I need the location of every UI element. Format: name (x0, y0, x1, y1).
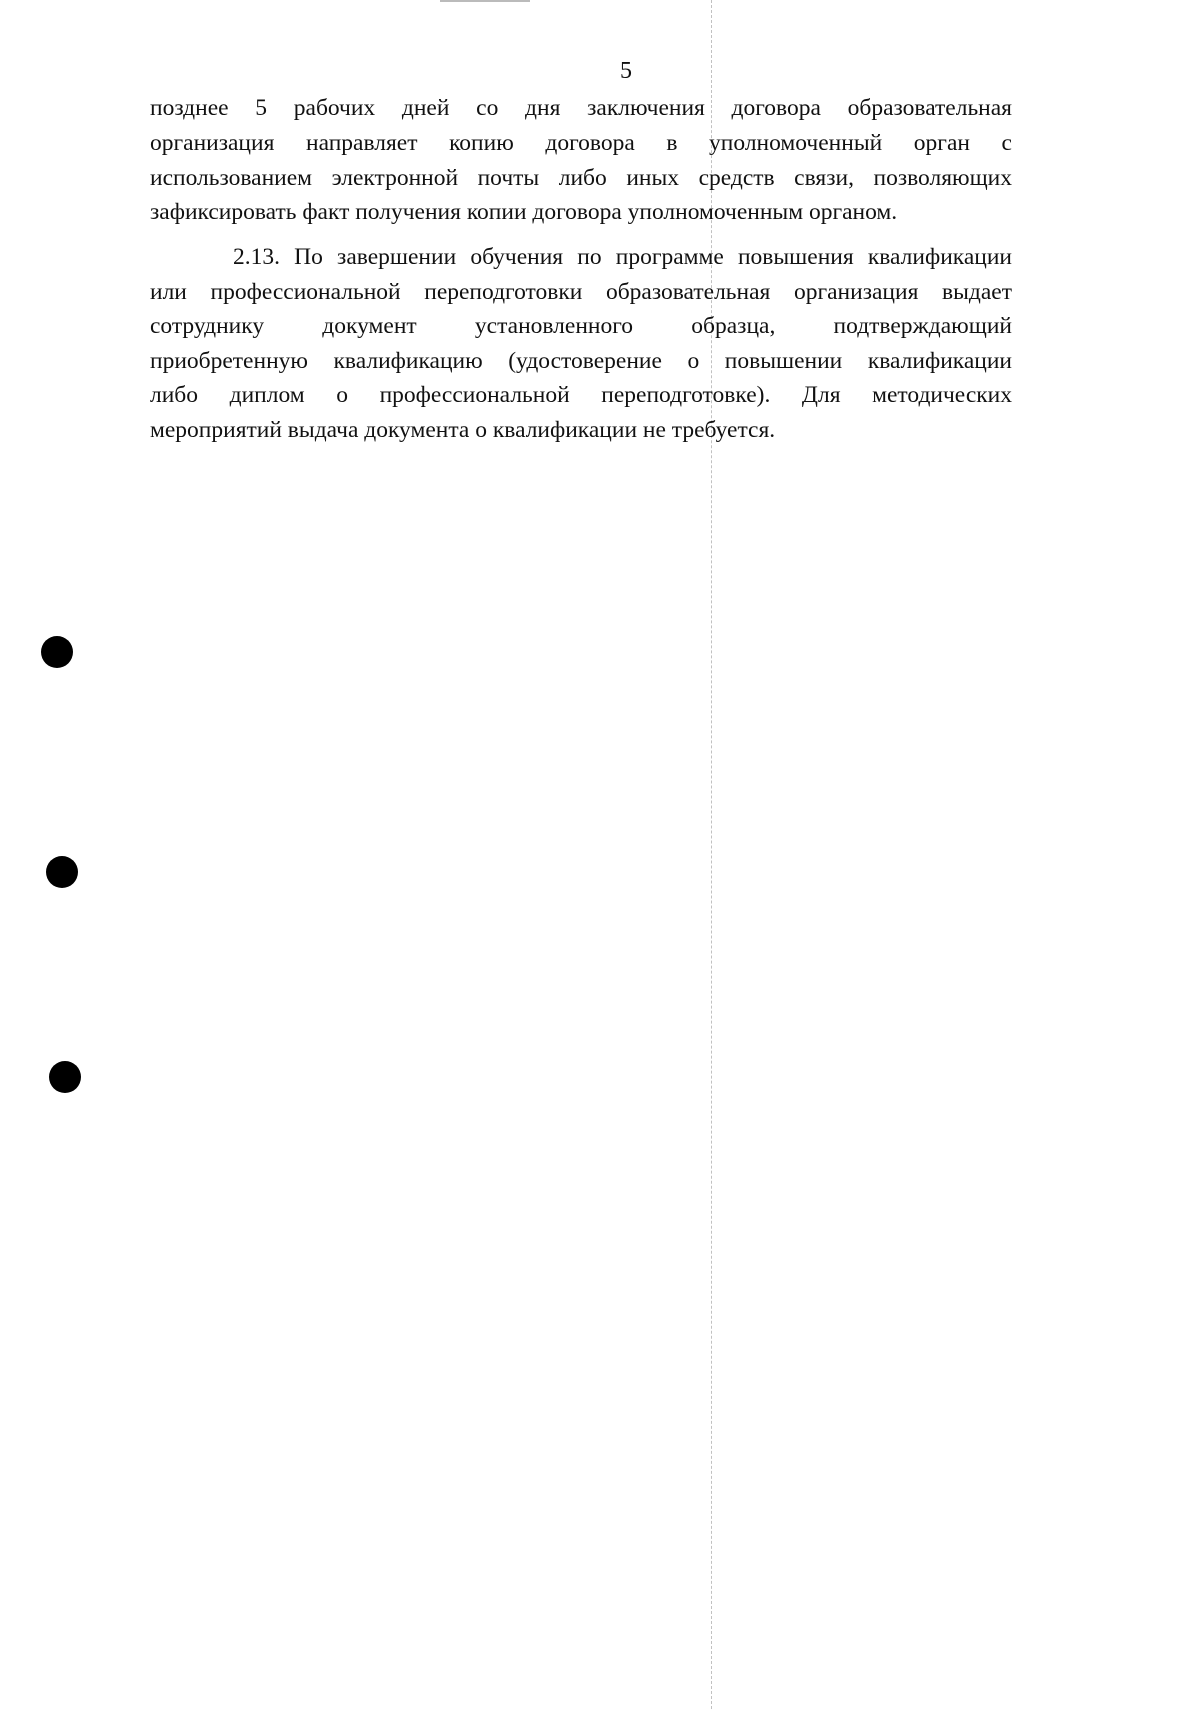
text-line: позднее 5 рабочих дней со дня заключения договора образовательная (150, 95, 1012, 121)
text-line: зафиксировать факт получения копии договора уполномоченным органом. (150, 199, 898, 225)
punch-hole (49, 1061, 81, 1093)
text-line: мероприятий выдача документа о квалификации не требуется. (150, 417, 776, 443)
punch-hole (46, 856, 78, 888)
page-number: 5 (620, 58, 632, 84)
punch-hole (41, 636, 73, 668)
scan-edge-mark (440, 0, 530, 2)
text-line: организация направляет копию договора в уполномоченный орган с (150, 130, 1012, 156)
text-line: или профессиональной переподготовки образовательная организация выдает (150, 279, 1012, 305)
text-line: 2.13. По завершении обучения по программе повышения квалификации (233, 244, 1012, 270)
text-line: приобретенную квалификацию (удостоверение о повышении квалификации (150, 348, 1012, 374)
text-line: либо диплом о профессиональной переподготовке). Для методических (150, 382, 1012, 408)
text-line: использованием электронной почты либо иных средств связи, позволяющих (150, 165, 1012, 191)
text-line: сотруднику документ установленного образца, подтверждающий (150, 313, 1012, 339)
